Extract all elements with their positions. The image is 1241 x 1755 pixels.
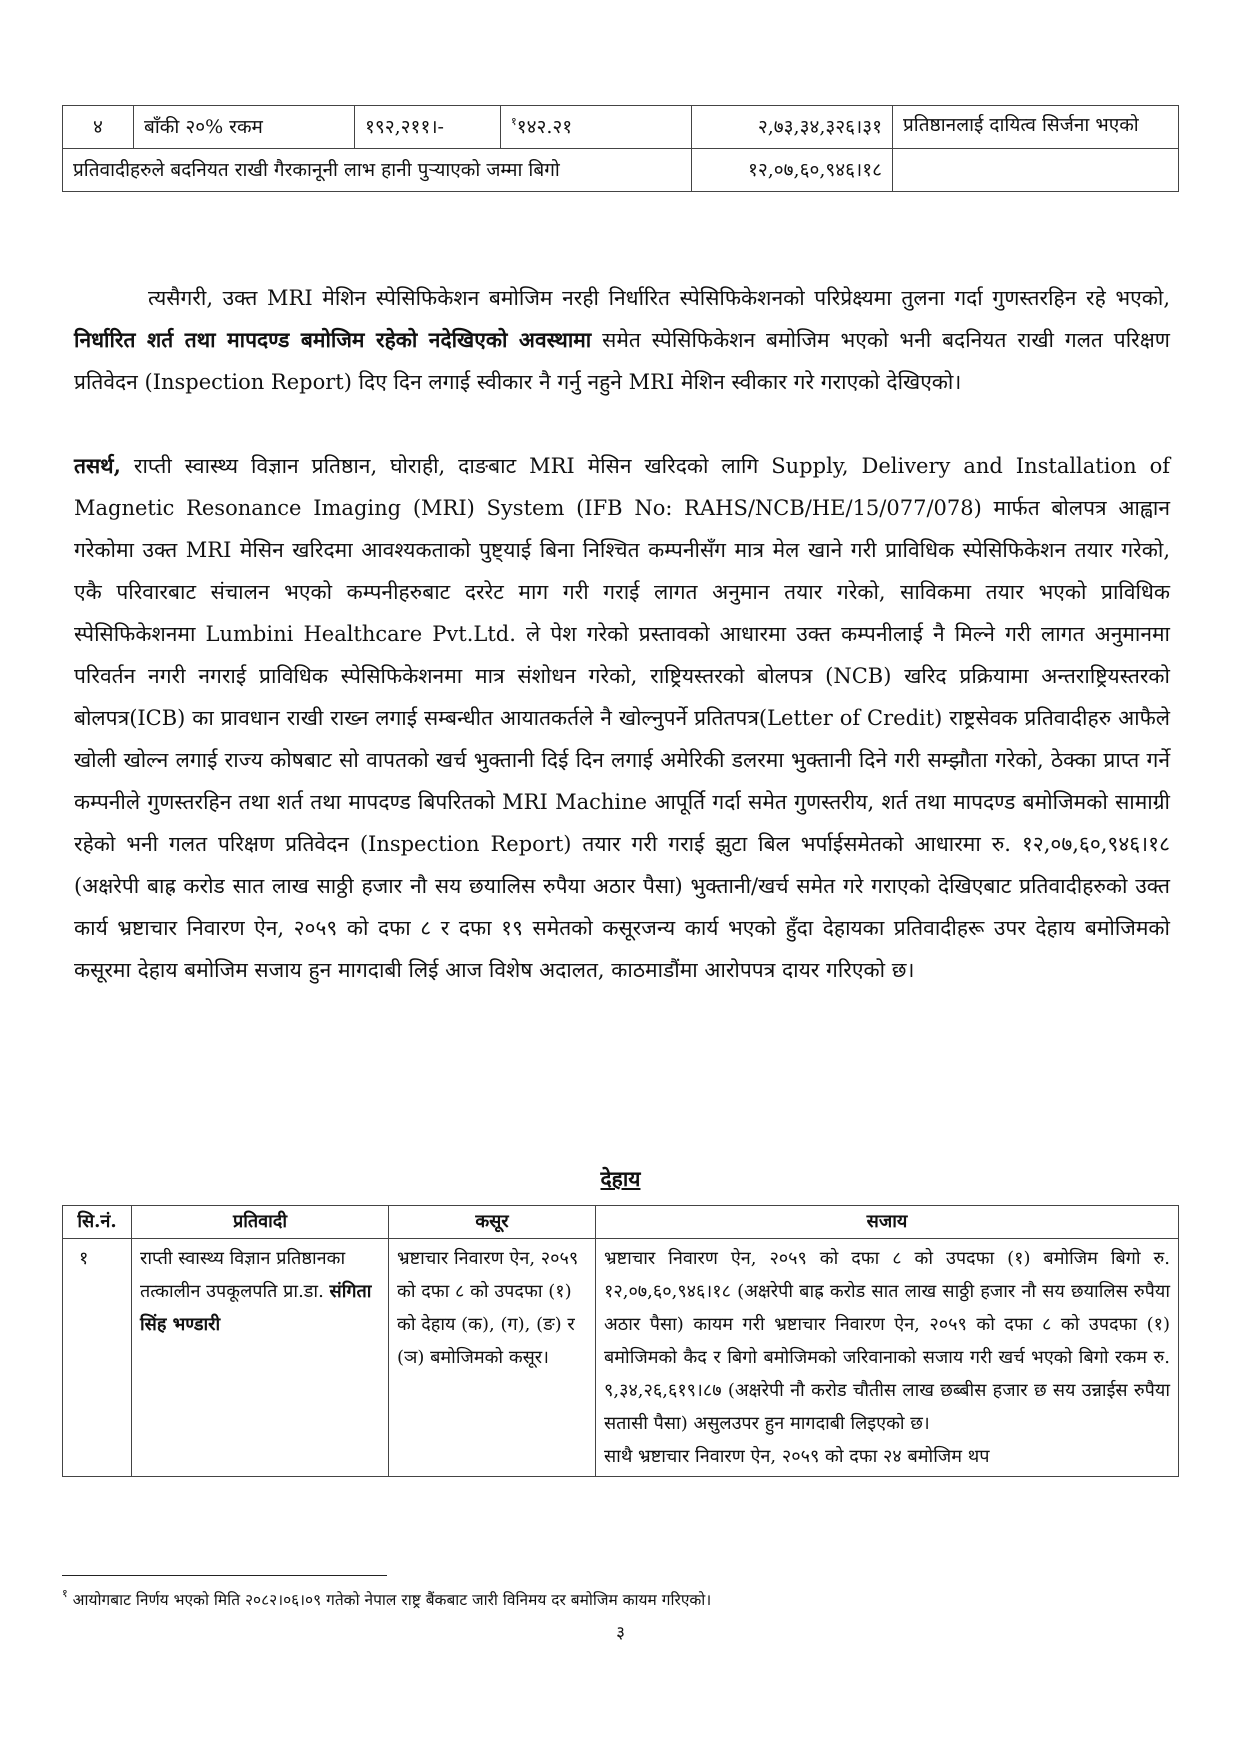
paragraph-inspection <box>74 277 1170 403</box>
table-total-row <box>63 149 1179 192</box>
header-serial: सि.नं. <box>63 1206 132 1239</box>
footnote-mark: १ <box>62 1587 68 1600</box>
table-row <box>63 106 1179 149</box>
table-header-row <box>63 1206 1179 1239</box>
schedule-heading: देहाय <box>600 1166 641 1191</box>
footnote-mark: १ <box>511 115 517 128</box>
amount-usd-cell: १९२,२११।- <box>355 106 501 149</box>
footnote-divider <box>62 1575 387 1576</box>
penalty-text-continued: साथै भ्रष्टाचार निवारण ऐन, २०५९ को दफा २४ बमोजिम थप <box>604 1446 990 1467</box>
serial-number-cell: १ <box>63 1239 132 1477</box>
description-cell: बाँकी २०% रकम <box>134 106 355 149</box>
amount-npr-cell: २,७३,३४,३२६।३१ <box>692 106 893 149</box>
defendant-name: संगिता सिंह भण्डारी <box>140 1281 372 1335</box>
total-value-cell: १२,०७,६०,९४६।१८ <box>692 149 893 192</box>
footnote-text: आयोगबाट निर्णय भएको मिति २०८२।०६।०९ गतेको नेपाल राष्ट्र बैंकबाट जारी विनिमय दर बमोजिम कायम गरिएको। <box>67 1591 712 1609</box>
footnote <box>62 1588 1172 1612</box>
page-number: ३ <box>616 1623 625 1643</box>
paragraph-text: राप्ती स्वास्थ्य विज्ञान प्रतिष्ठान, घोराही, दाङबाट MRI मेसिन खरिदको लागि Supply, Delivery and Installation of Magnetic Resonance Imaging (MRI) System (IFB No: RAHS/NCB/HE/15/077/078) मार्फत बोलपत्र आह्वान गरेकोमा उक्त MRI मेसिन खरिदमा आवश्यकताको पुष्ट्याई बिना निश्चित कम्पनीसँग मात्र मेल खाने गरी प्राविधिक स्पेसिफिकेशन तयार गरेको, एकै परिवारबाट संचालन भएको कम्पनीहरुबाट दररेट माग गरी गराई लागत अनुमान तयार गरेको, साविकमा तयार भएको प्राविधिक स्पेसिफिकेशनमा Lumbini Healthcare Pvt.Ltd. ले पेश गरेको प्रस्तावको आधारमा उक्त कम्पनीलाई नै मिल्ने गरी लागत अनुमानमा परिवर्तन नगरी नगराई प्राविधिक स्पेसिफिकेशनमा मात्र संशोधन गरेको, राष्ट्रियस्तरको बोलपत्र (NCB) खरिद प्रक्रियामा अन्तराष्ट्रियस्तरको बोलपत्र(ICB) का प्रावधान राखी राख्न लगाई सम्बन्धीत आयातकर्तले नै खोल्नुपर्ने प्रतितपत्र(Letter of Credit) राष्ट्रसेवक प्रतिवादीहरु आफैले खोली खोल्न लगाई राज्य कोषबाट सो वापतको खर्च भुक्तानी दिई दिन लगाई अमेरिकी डलरमा भुक्तानी दिने गरी सम्झौता गरेको, ठेक्का प्राप्त गर्ने कम्पनीले गुणस्तरहिन तथा शर्त तथा मापदण्ड बिपरितको MRI Machine आपूर्ति गर्दा समेत गुणस्तरीय, शर्त तथा मापदण्ड बमोजिमको सामाग्री रहेको भनी गलत परिक्षण प्रतिवेदन (Inspection Report) तयार गरी गराई झुटा बिल भर्पाईसमेतको आधारमा रु. १२,०७,६०,९४६।१८ (अक्षरेपी बाह्र करोड सात लाख साठ्ठी हजार नौ सय छयालिस रुपैया अठार पैसा) भुक्तानी/खर्च समेत गरे गराएको देखिएबाट प्रतिवादीहरुको उक्त कार्य भ्रष्टाचार निवारण ऐन, २०५९ को दफा ८ र दफा १९ समेतको कसूरजन्य कार्य भएको हुँदा देहायका प्रतिवादीहरू उपर देहाय बमोजिमको कसूरमा देहाय बमोजिम सजाय हुन मागदाबी लिई आज विशेष अदालत, काठमाडौंमा आरोपपत्र दायर गरिएको छ। <box>74 454 1170 982</box>
total-remark-cell <box>893 149 1179 192</box>
table-row <box>63 1239 1179 1477</box>
header-offence: कसूर <box>389 1206 596 1239</box>
header-defendant: प्रतिवादी <box>132 1206 389 1239</box>
header-penalty: सजाय <box>596 1206 1179 1239</box>
penalty-text: भ्रष्टाचार निवारण ऐन, २०५९ को दफा ८ को उपदफा (१) बमोजिम बिगो रु. १२,०७,६०,९४६।१८ (अक्षरेपी बाह्र करोड सात लाख साठ्ठी हजार नौ सय छयालिस रुपैया अठार पैसा) कायम गरी भ्रष्टाचार निवारण ऐन, २०५९ को दफा ८ को उपदफा (१) बमोजिमको कैद र बिगो बमोजिमको जरिवानाको सजाय गरी खर्च भएको बिगो रकम रु. ९,३४,२६,६१९।८७ (अक्षरेपी नौ करोड चौतीस लाख छब्बीस हजार छ सय उन्नाईस रुपैया सतासी पैसा) असुलउपर हुन मागदाबी लिइएको छ। <box>604 1248 1170 1434</box>
exchange-rate-value: १४२.२१ <box>516 116 573 138</box>
penalty-cell <box>596 1239 1179 1477</box>
paragraph-bold-text: निर्धारित शर्त तथा मापदण्ड बमोजिम रहेको नदेखिएको अवस्थामा <box>74 327 592 352</box>
defendant-title: राप्ती स्वास्थ्य विज्ञान प्रतिष्ठानका तत्कालीन उपकूलपति प्रा.डा. <box>140 1248 346 1302</box>
paragraph-text: त्यसैगरी, उक्त MRI मेशिन स्पेसिफिकेशन बमोजिम नरही निर्धारित स्पेसिफिकेशनको परिप्रेक्ष्यमा तुलना गर्दा गुणस्तरहिन रहे भएको, <box>148 286 1170 310</box>
defendant-cell <box>132 1239 389 1477</box>
remark-cell: प्रतिष्ठानलाई दायित्व सिर्जना भएको <box>893 106 1179 149</box>
paragraph-conclusion <box>74 445 1170 991</box>
schedule-table <box>62 1205 1179 1477</box>
offence-cell: भ्रष्टाचार निवारण ऐन, २०५९ को दफा ८ को उपदफा (१) को देहाय (क), (ग), (ङ) र (ञ) बमोजिमको कसूर। <box>389 1239 596 1477</box>
amount-table <box>62 105 1179 192</box>
exchange-rate-cell <box>501 106 692 149</box>
paragraph-lead-bold: तसर्थ, <box>74 453 121 478</box>
serial-number-cell: ४ <box>63 106 134 149</box>
paragraph-text: समेत स्पेसिफिकेशन बमोजिम भएको भनी बदनियत राखी गलत परिक्षण प्रतिवेदन (Inspection Report) दिए दिन लगाई स्वीकार नै गर्नु नहुने MRI मेशिन स्वीकार गरे गराएको देखिएको। <box>74 328 1170 394</box>
total-label-cell: प्रतिवादीहरुले बदनियत राखी गैरकानूनी लाभ हानी पुऱ्याएको जम्मा बिगो <box>63 149 692 192</box>
